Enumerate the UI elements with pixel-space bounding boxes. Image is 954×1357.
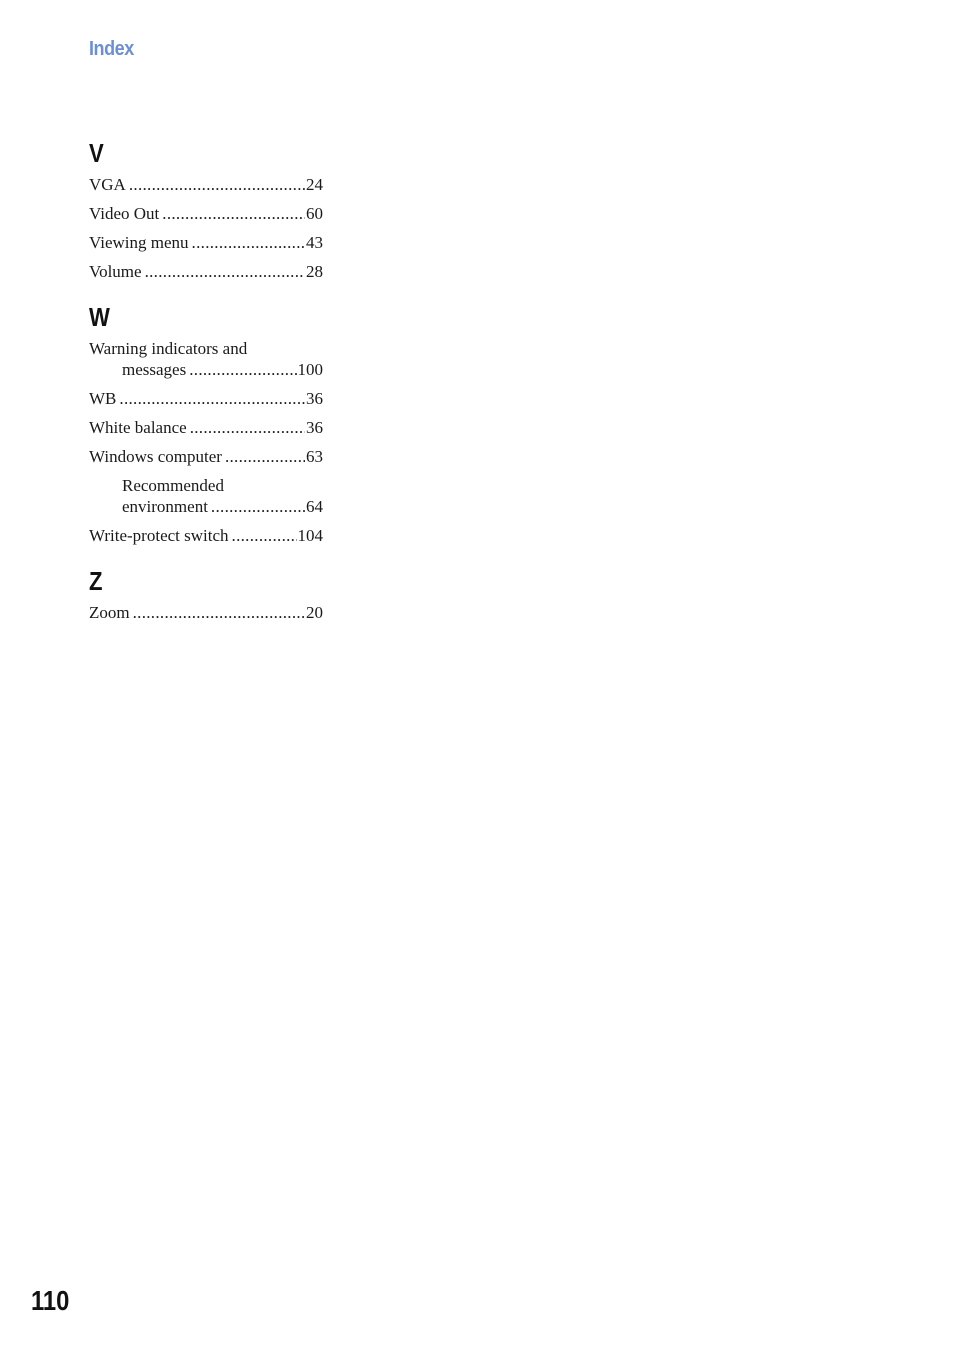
entry-label: Viewing menu [89, 233, 189, 252]
dot-leader [232, 525, 297, 546]
entry-page-ref: 63 [306, 447, 323, 466]
dot-leader [189, 359, 296, 380]
dot-leader [190, 417, 305, 438]
index-entry [89, 388, 323, 409]
index-subentry [89, 475, 323, 517]
dot-leader [145, 261, 305, 282]
index-section-v [89, 138, 323, 282]
dot-leader [225, 446, 305, 467]
entry-label: White balance [89, 418, 187, 437]
dot-leader [192, 232, 305, 253]
entry-label: Windows computer [89, 447, 222, 466]
entry-page-ref: 20 [306, 603, 323, 622]
entry-page-ref: 36 [306, 389, 323, 408]
entry-label: Volume [89, 262, 142, 281]
index-entry [89, 174, 323, 195]
entry-page-ref: 100 [297, 360, 323, 379]
entry-label: Zoom [89, 603, 130, 622]
entry-first-line: Warning indicators and [89, 339, 248, 358]
page-header-title: Index [89, 38, 134, 60]
index-section-w [89, 302, 323, 546]
index-entry [89, 446, 323, 467]
entry-page-ref: 60 [306, 204, 323, 223]
index-entry [89, 232, 323, 253]
entry-label: messages [122, 360, 187, 379]
entry-page-ref: 36 [306, 418, 323, 437]
index-entry [89, 261, 323, 282]
section-letter: Z [89, 566, 103, 596]
entry-page-ref: 104 [297, 526, 323, 545]
page-number: 110 [31, 1285, 70, 1316]
entry-page-ref: 64 [306, 497, 323, 516]
index-entry [89, 525, 323, 546]
entry-label: Video Out [89, 204, 160, 223]
dot-leader [133, 602, 305, 623]
entry-page-ref: 43 [306, 233, 323, 252]
entry-label: environment [122, 497, 208, 516]
index-entry [89, 417, 323, 438]
index-entry [89, 203, 323, 224]
index-entry [89, 602, 323, 623]
entry-page-ref: 28 [306, 262, 323, 281]
entry-page-ref: 24 [306, 175, 323, 194]
entry-label: WB [89, 389, 117, 408]
entry-label: VGA [89, 175, 126, 194]
dot-leader [129, 174, 305, 195]
dot-leader [162, 203, 305, 224]
dot-leader [119, 388, 305, 409]
index-entry [89, 338, 323, 380]
index-column [89, 138, 323, 643]
dot-leader [211, 496, 305, 517]
section-letter: V [89, 138, 104, 168]
entry-first-line: Recommended [122, 476, 224, 495]
section-letter: W [89, 302, 110, 332]
entry-label: Write-protect switch [89, 526, 229, 545]
index-section-z [89, 566, 323, 623]
